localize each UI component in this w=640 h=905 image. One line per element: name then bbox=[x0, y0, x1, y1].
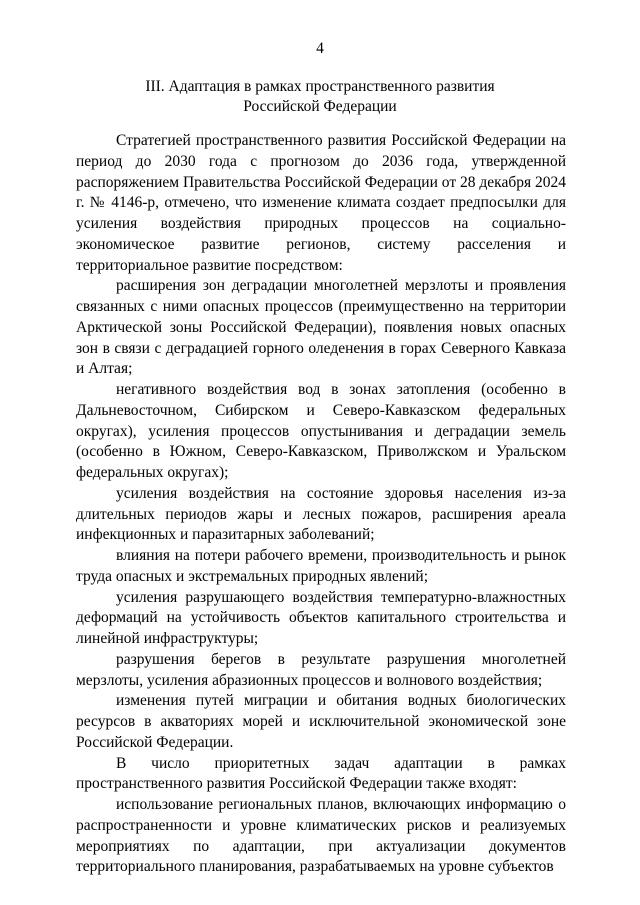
document-body bbox=[76, 131, 566, 878]
paragraph-permafrost: расширения зон деградации многолетней мерзлоты и проявления связанных с ними опасных процессов (преимущественно на территории Арктической зоны Российской Федерации), появления новых опасных зон в связи с деградацией горного оледенения в горах Северного Кавказа и Алтая; bbox=[76, 277, 566, 378]
paragraph-intro: Стратегией пространственного развития Российской Федерации на период до 2030 года с прогнозом до 2036 года, утвержденной распоряжением Правительства Российской Федерации от 28 декабря 2024 г. № 4146-р, отмечено, что изменение климата создает предпосылки для усиления воздействия природных процессов на социально-экономическое развитие регионов, систему расселения и территориальное развитие посредством: bbox=[76, 132, 566, 274]
paragraph-priorities: В число приоритетных задач адаптации в рамках пространственного развития Российской Федерации также входят: bbox=[76, 754, 566, 793]
paragraph-migration: изменения путей миграции и обитания водных биологических ресурсов в акваториях морей и исключительной экономической зоне Российской Федерации. bbox=[76, 692, 566, 751]
paragraph-labor: влияния на потери рабочего времени, производительность и рынок труда опасных и экстремальных природных явлений; bbox=[76, 547, 566, 585]
paragraph-regional-plans: использование региональных планов, включающих информацию о распространенности и уровне климатических рисков и реализуемых мероприятиях по адаптации, при актуализации документов территориального планирования, разрабатываемых на уровне субъектов bbox=[76, 796, 566, 876]
section-heading-line-2: Российской Федерации bbox=[243, 98, 397, 115]
paragraph-flooding: негативного воздействия вод в зонах затопления (особенно в Дальневосточном, Сибирском и Северо-Кавказском федеральных округах), усиления процессов опустынивания и деградации земель (особенно в Южном, Северо-Кавказском, Приволжском и Уральском федеральных округах); bbox=[76, 381, 566, 481]
section-heading bbox=[60, 77, 580, 117]
paragraph-coast: разрушения берегов в результате разрушения многолетней мерзлоты, усиления абразионных процессов и волнового воздействия; bbox=[76, 650, 566, 689]
section-heading-line-1: III. Адаптация в рамках пространственного развития bbox=[145, 78, 495, 95]
page-number: 4 bbox=[316, 40, 324, 57]
paragraph-deformation: усиления разрушающего воздействия температурно-влажностных деформаций на устойчивость объектов капитального строительства и линейной инфраструктуры; bbox=[76, 588, 566, 647]
paragraph-health: усиления воздействия на состояние здоровья населения из-за длительных периодов жары и лесных пожаров, расширения ареала инфекционных и паразитарных заболеваний; bbox=[76, 484, 566, 544]
